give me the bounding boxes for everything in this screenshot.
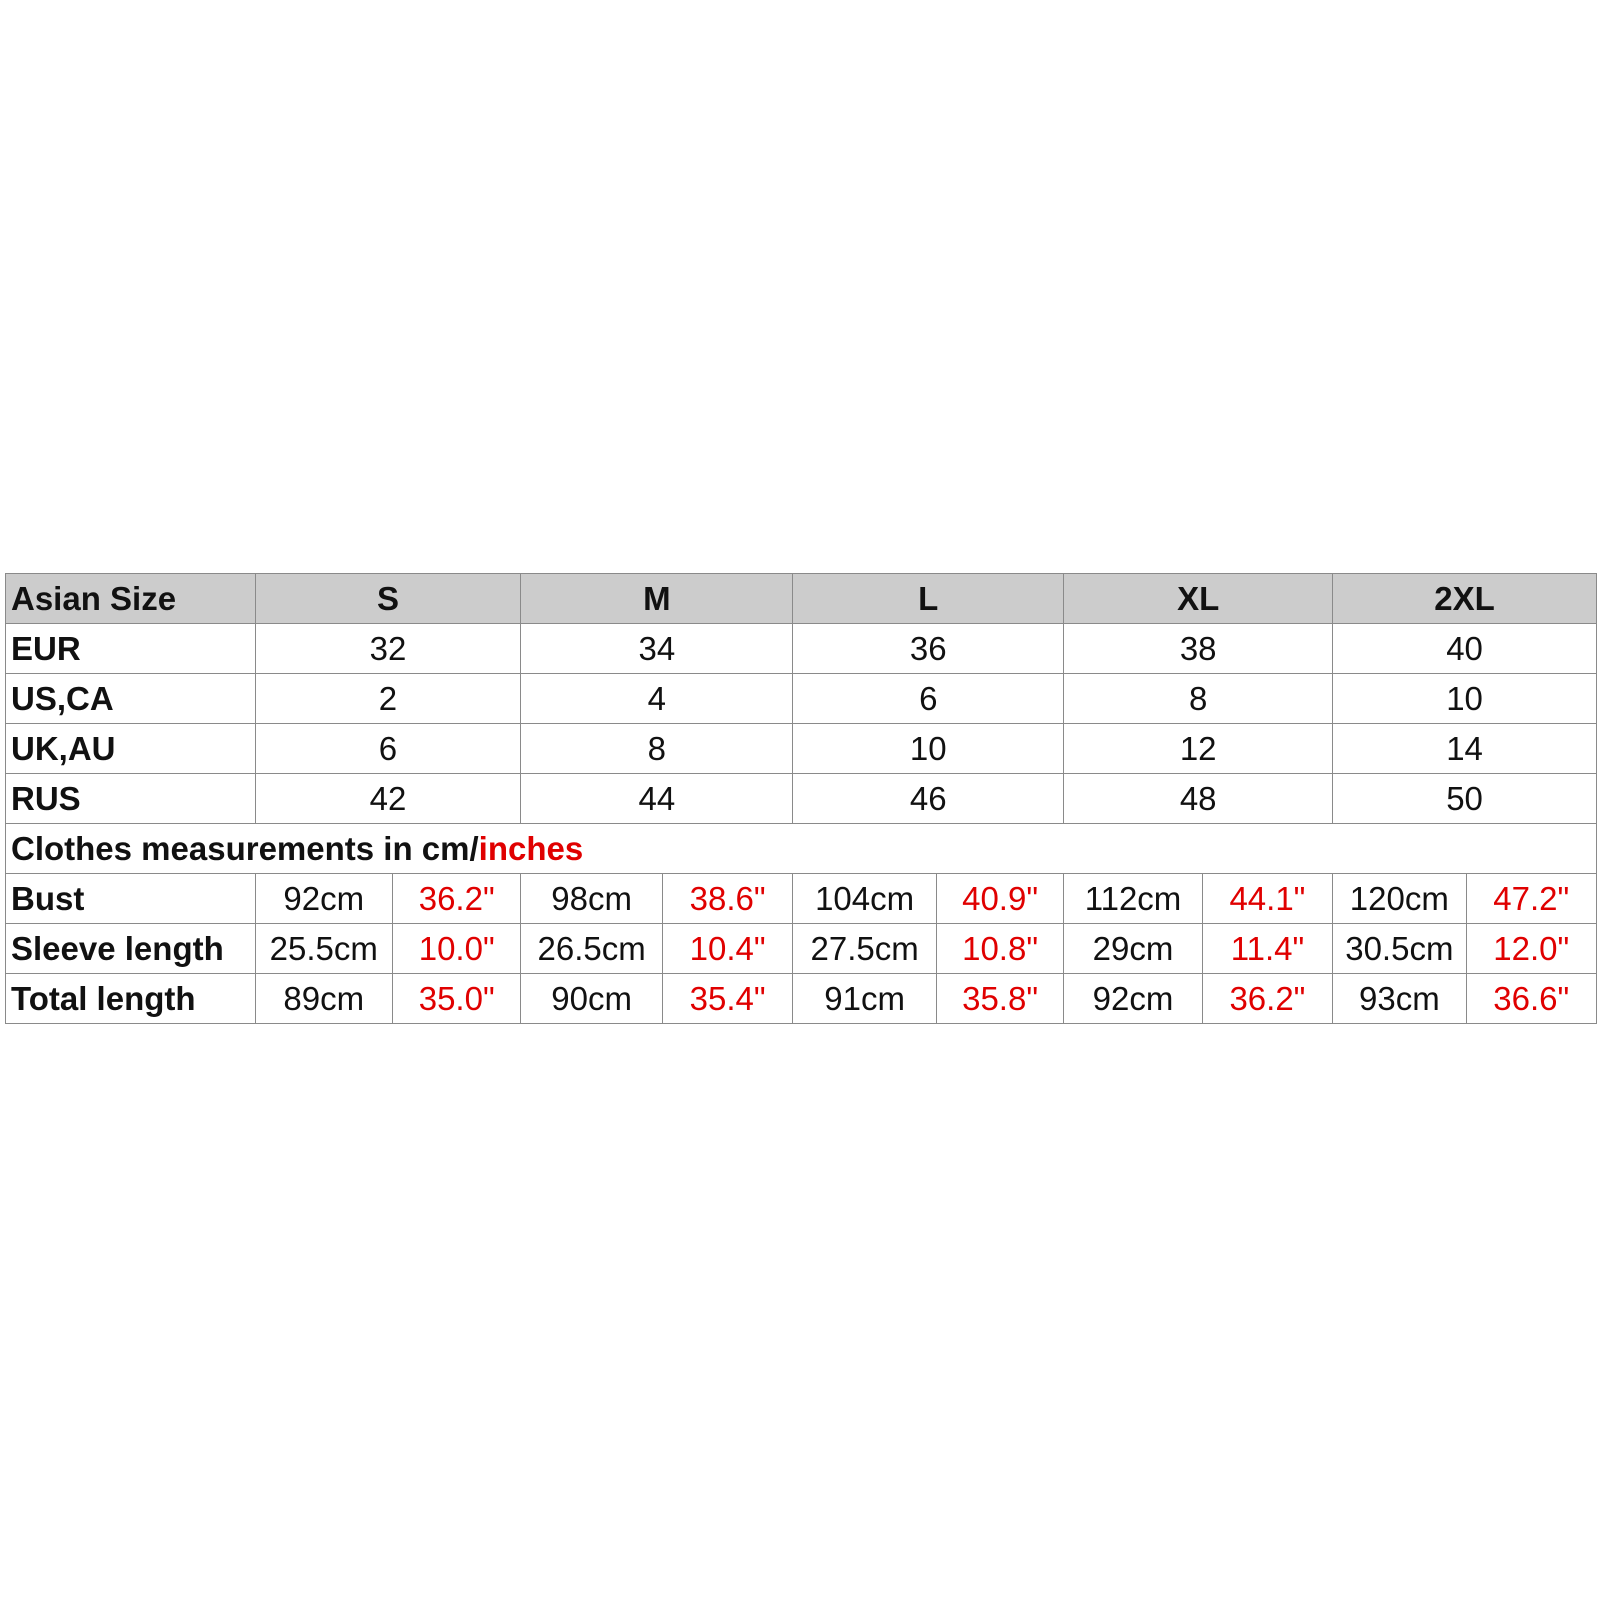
inch-cell: 35.8" [936,974,1063,1024]
cm-cell: 112cm [1064,874,1203,924]
row-label-eur: EUR [6,624,256,674]
cm-cell: 92cm [1064,974,1203,1024]
asian-size-label: Asian Size [6,574,256,624]
table-cell: 40 [1333,624,1597,674]
size-l-header: L [793,574,1064,624]
table-row-rus [6,774,1597,824]
table-cell: 34 [521,624,793,674]
inch-cell: 35.4" [662,974,792,1024]
table-cell: 4 [521,674,793,724]
table-cell: 6 [793,674,1064,724]
inch-cell: 47.2" [1466,874,1596,924]
inch-cell: 36.2" [393,874,521,924]
size-xl-header: XL [1064,574,1333,624]
cm-cell: 30.5cm [1333,924,1466,974]
inch-cell: 36.6" [1466,974,1596,1024]
row-label-bust: Bust [6,874,256,924]
inch-cell: 36.2" [1202,974,1332,1024]
cm-cell: 29cm [1064,924,1203,974]
inch-cell: 10.8" [936,924,1063,974]
table-cell: 10 [793,724,1064,774]
size-header-row [6,574,1597,624]
table-row-uk-au [6,724,1597,774]
table-cell: 44 [521,774,793,824]
cm-cell: 90cm [521,974,663,1024]
table-cell: 42 [255,774,521,824]
row-label-uk-au: UK,AU [6,724,256,774]
table-cell: 2 [255,674,521,724]
row-label-rus: RUS [6,774,256,824]
size-s-header: S [255,574,521,624]
table-row-total-length [6,974,1597,1024]
table-cell: 32 [255,624,521,674]
table-cell: 8 [521,724,793,774]
measurements-title [6,824,1597,874]
measurements-title-row [6,824,1597,874]
cm-cell: 98cm [521,874,663,924]
table-row-eur [6,624,1597,674]
inch-cell: 12.0" [1466,924,1596,974]
inch-cell: 38.6" [662,874,792,924]
size-2xl-header: 2XL [1333,574,1597,624]
cm-cell: 92cm [255,874,393,924]
cm-cell: 26.5cm [521,924,663,974]
measurements-title-prefix: Clothes measurements in cm/ [11,829,479,867]
table-row-bust [6,874,1597,924]
inch-cell: 11.4" [1202,924,1332,974]
size-m-header: M [521,574,793,624]
table-cell: 38 [1064,624,1333,674]
table-cell: 50 [1333,774,1597,824]
inch-cell: 35.0" [393,974,521,1024]
inch-cell: 40.9" [936,874,1063,924]
cm-cell: 27.5cm [793,924,937,974]
table-row-sleeve-length [6,924,1597,974]
table-cell: 10 [1333,674,1597,724]
cm-cell: 120cm [1333,874,1466,924]
cm-cell: 25.5cm [255,924,393,974]
row-label-us-ca: US,CA [6,674,256,724]
table-cell: 6 [255,724,521,774]
cm-cell: 93cm [1333,974,1466,1024]
table-cell: 12 [1064,724,1333,774]
cm-cell: 104cm [793,874,937,924]
inch-cell: 44.1" [1202,874,1332,924]
size-chart-table [5,573,1597,1024]
cm-cell: 89cm [255,974,393,1024]
row-label-total-length: Total length [6,974,256,1024]
table-cell: 46 [793,774,1064,824]
table-row-us-ca [6,674,1597,724]
row-label-sleeve-length: Sleeve length [6,924,256,974]
cm-cell: 91cm [793,974,937,1024]
inch-cell: 10.0" [393,924,521,974]
table-cell: 14 [1333,724,1597,774]
inch-cell: 10.4" [662,924,792,974]
measurements-title-inches: inches [478,829,584,867]
table-cell: 36 [793,624,1064,674]
table-cell: 48 [1064,774,1333,824]
table-cell: 8 [1064,674,1333,724]
